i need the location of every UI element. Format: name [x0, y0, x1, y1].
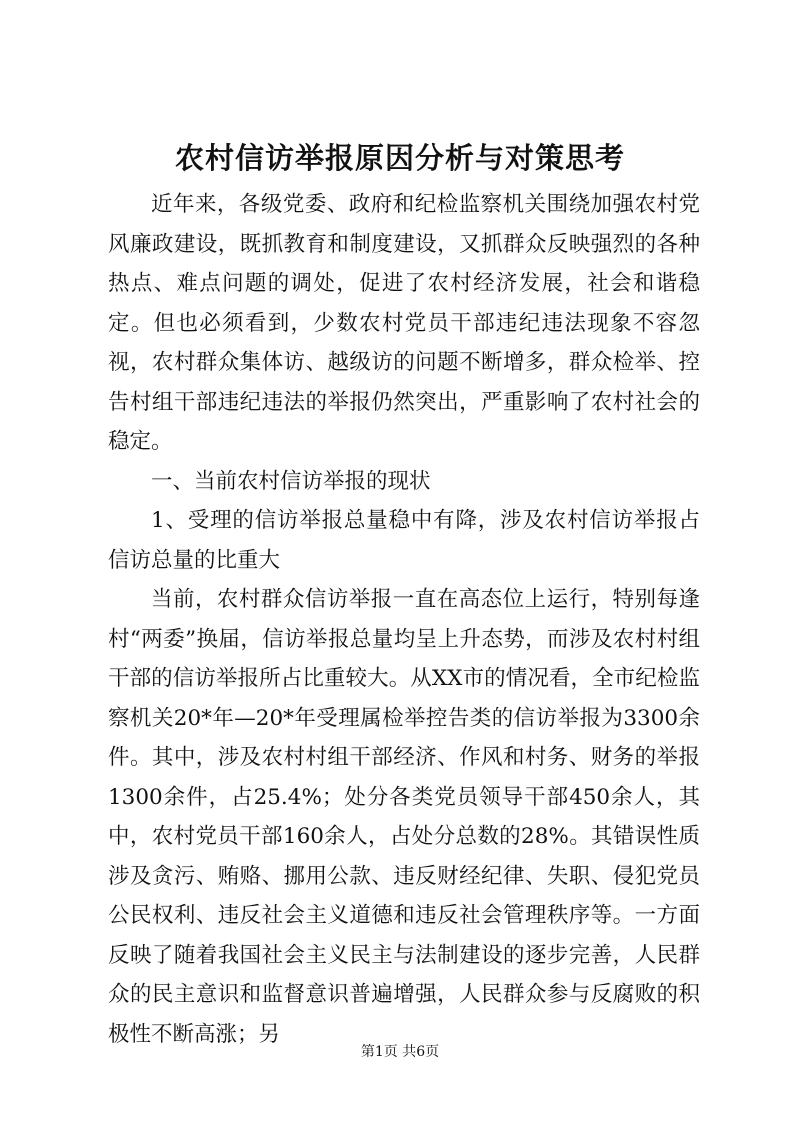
document-body: [108, 185, 700, 1054]
subsection-heading: 1、受理的信访举报总量稳中有降，涉及农村信访举报占信访总量的比重大: [108, 508, 700, 573]
page-footer: 第1页 共6页: [360, 1044, 440, 1060]
paragraph-intro: 近年来，各级党委、政府和纪检监察机关围绕加强农村党风廉政建设，既抓教育和制度建设，又抓群众反映强烈的各种热点、难点问题的调处，促进了农村经济发展，社会和谐稳定。但也必须看到，少数农村党员干部违纪违法现象不容忽视，农村群众集体访、越级访的问题不断增多，群众检举、控告村组干部违纪违法的举报仍然突出，严重影响了农村社会的稳定。: [108, 192, 700, 454]
page-title: 农村信访举报原因分析与对策思考: [174, 141, 625, 175]
section-heading: 一、当前农村信访举报的现状: [151, 468, 431, 494]
paragraph-status: 当前，农村群众信访举报一直在高态位上运行，特别每逢村“两委”换届，信访举报总量均呈上升态势，而涉及农村村组干部的信访举报所占比重较大。从XX市的情况看，全市纪检监察机关20*年—20*年受理属检举控告类的信访举报为3300余件。其中，涉及农村村组干部经济、作风和村务、财务的举报1300余件，占25.4%；处分各类党员领导干部450余人，其中，农村党员干部160余人，占处分总数的28%。其错误性质涉及贪污、贿赂、挪用公款、违反财经纪律、失职、侵犯党员公民权利、违反社会主义道德和违反社会管理秩序等。一方面反映了随着我国社会主义民主与法制建设的逐步完善，人民群众的民主意识和监督意识普遍增强，人民群众参与反腐败的积极性不断高涨；另: [108, 587, 700, 1047]
